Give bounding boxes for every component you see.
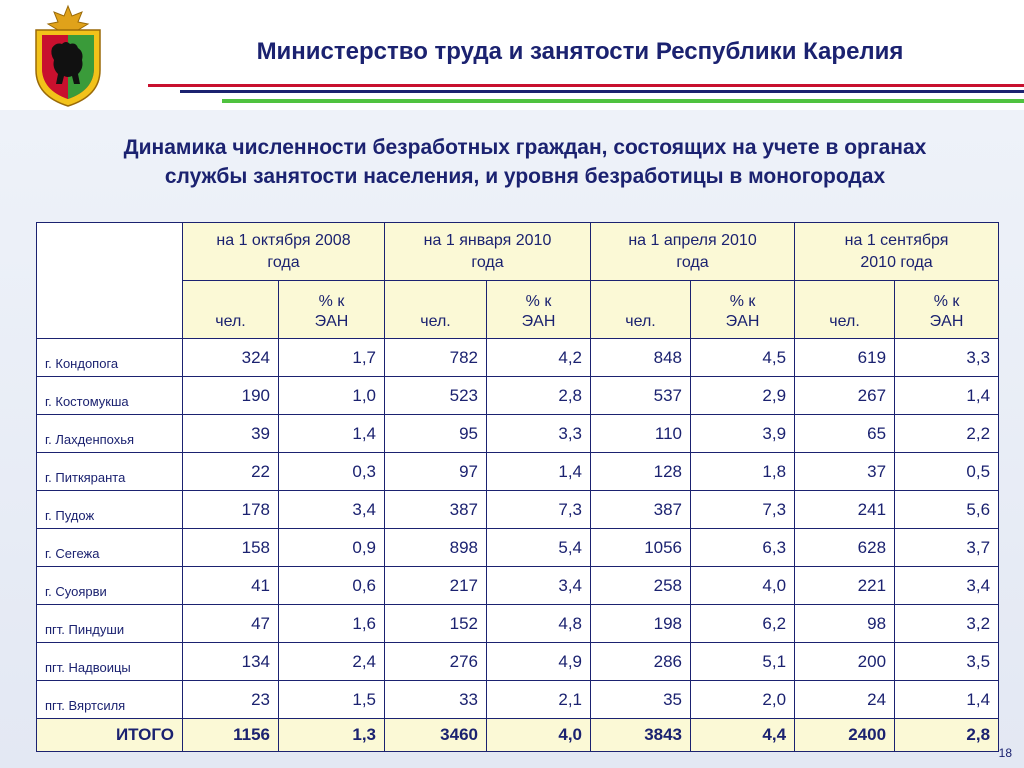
total-people-cell: 3460 bbox=[385, 719, 487, 752]
people-count-cell: 619 bbox=[795, 339, 895, 377]
people-count-cell: 190 bbox=[183, 377, 279, 415]
percent-cell: 1,4 bbox=[487, 453, 591, 491]
percent-cell: 0,6 bbox=[279, 567, 385, 605]
period-header: на 1 апреля 2010 года bbox=[591, 223, 795, 281]
karelia-emblem-icon bbox=[30, 4, 106, 108]
slide-title bbox=[40, 133, 1010, 191]
percent-cell: 1,5 bbox=[279, 681, 385, 719]
percent-cell: 0,3 bbox=[279, 453, 385, 491]
people-count-cell: 387 bbox=[591, 491, 691, 529]
table-row bbox=[37, 415, 999, 453]
subheader-people: чел. bbox=[795, 281, 895, 339]
people-count-cell: 217 bbox=[385, 567, 487, 605]
table-row bbox=[37, 453, 999, 491]
percent-cell: 4,9 bbox=[487, 643, 591, 681]
total-percent-cell: 4,4 bbox=[691, 719, 795, 752]
city-cell: пгт. Надвоицы bbox=[37, 643, 183, 681]
percent-cell: 2,2 bbox=[895, 415, 999, 453]
people-count-cell: 22 bbox=[183, 453, 279, 491]
percent-cell: 6,2 bbox=[691, 605, 795, 643]
percent-cell: 3,4 bbox=[279, 491, 385, 529]
total-people-cell: 1156 bbox=[183, 719, 279, 752]
subheader-people: чел. bbox=[385, 281, 487, 339]
percent-cell: 1,6 bbox=[279, 605, 385, 643]
percent-cell: 2,0 bbox=[691, 681, 795, 719]
table-row bbox=[37, 491, 999, 529]
period-header: на 1 сентября 2010 года bbox=[795, 223, 999, 281]
slide-title-line-2: службы занятости населения, и уровня безработицы в моногородах bbox=[164, 165, 886, 188]
subheader-percent: % к ЭАН bbox=[279, 281, 385, 339]
city-cell: г. Кондопога bbox=[37, 339, 183, 377]
percent-cell: 0,5 bbox=[895, 453, 999, 491]
people-count-cell: 158 bbox=[183, 529, 279, 567]
city-cell: пгт. Пиндуши bbox=[37, 605, 183, 643]
percent-cell: 1,7 bbox=[279, 339, 385, 377]
subheader-percent: % к ЭАН bbox=[895, 281, 999, 339]
ministry-title: Министерство труда и занятости Республики Карелия bbox=[256, 38, 904, 65]
subheader-percent: % к ЭАН bbox=[487, 281, 591, 339]
percent-cell: 3,4 bbox=[895, 567, 999, 605]
people-count-cell: 258 bbox=[591, 567, 691, 605]
subheader-people: чел. bbox=[183, 281, 279, 339]
people-count-cell: 33 bbox=[385, 681, 487, 719]
total-row bbox=[37, 719, 999, 752]
people-count-cell: 848 bbox=[591, 339, 691, 377]
table-row bbox=[37, 339, 999, 377]
people-count-cell: 276 bbox=[385, 643, 487, 681]
people-count-cell: 65 bbox=[795, 415, 895, 453]
slide-title-line-1: Динамика численности безработных граждан, состоящих на учете в органах bbox=[123, 136, 927, 159]
total-people-cell: 2400 bbox=[795, 719, 895, 752]
city-cell: г. Суоярви bbox=[37, 567, 183, 605]
percent-cell: 3,7 bbox=[895, 529, 999, 567]
people-count-cell: 286 bbox=[591, 643, 691, 681]
percent-cell: 0,9 bbox=[279, 529, 385, 567]
decor-line-red bbox=[148, 84, 1024, 87]
people-count-cell: 898 bbox=[385, 529, 487, 567]
percent-cell: 3,4 bbox=[487, 567, 591, 605]
city-cell: г. Костомукша bbox=[37, 377, 183, 415]
people-count-cell: 324 bbox=[183, 339, 279, 377]
people-count-cell: 628 bbox=[795, 529, 895, 567]
percent-cell: 1,4 bbox=[895, 681, 999, 719]
table-row bbox=[37, 377, 999, 415]
period-header: на 1 января 2010 года bbox=[385, 223, 591, 281]
people-count-cell: 267 bbox=[795, 377, 895, 415]
city-cell: г. Питкяранта bbox=[37, 453, 183, 491]
percent-cell: 2,4 bbox=[279, 643, 385, 681]
people-count-cell: 1056 bbox=[591, 529, 691, 567]
percent-cell: 4,5 bbox=[691, 339, 795, 377]
decor-line-navy bbox=[180, 90, 1024, 93]
percent-cell: 5,1 bbox=[691, 643, 795, 681]
percent-cell: 2,9 bbox=[691, 377, 795, 415]
subheader-people: чел. bbox=[591, 281, 691, 339]
decor-line-green bbox=[222, 99, 1024, 103]
city-cell: пгт. Вяртсиля bbox=[37, 681, 183, 719]
percent-cell: 1,4 bbox=[279, 415, 385, 453]
total-percent-cell: 2,8 bbox=[895, 719, 999, 752]
total-people-cell: 3843 bbox=[591, 719, 691, 752]
people-count-cell: 198 bbox=[591, 605, 691, 643]
people-count-cell: 241 bbox=[795, 491, 895, 529]
people-count-cell: 200 bbox=[795, 643, 895, 681]
people-count-cell: 39 bbox=[183, 415, 279, 453]
unemployment-table bbox=[36, 222, 999, 752]
percent-cell: 5,6 bbox=[895, 491, 999, 529]
people-count-cell: 24 bbox=[795, 681, 895, 719]
percent-cell: 3,9 bbox=[691, 415, 795, 453]
percent-cell: 6,3 bbox=[691, 529, 795, 567]
percent-cell: 5,4 bbox=[487, 529, 591, 567]
percent-cell: 2,8 bbox=[487, 377, 591, 415]
percent-cell: 3,3 bbox=[487, 415, 591, 453]
people-count-cell: 128 bbox=[591, 453, 691, 491]
people-count-cell: 47 bbox=[183, 605, 279, 643]
table-row bbox=[37, 681, 999, 719]
people-count-cell: 37 bbox=[795, 453, 895, 491]
percent-cell: 4,2 bbox=[487, 339, 591, 377]
percent-cell: 4,0 bbox=[691, 567, 795, 605]
people-count-cell: 537 bbox=[591, 377, 691, 415]
table-row bbox=[37, 567, 999, 605]
people-count-cell: 178 bbox=[183, 491, 279, 529]
people-count-cell: 23 bbox=[183, 681, 279, 719]
people-count-cell: 35 bbox=[591, 681, 691, 719]
percent-cell: 3,3 bbox=[895, 339, 999, 377]
people-count-cell: 523 bbox=[385, 377, 487, 415]
city-cell: г. Лахденпохья bbox=[37, 415, 183, 453]
percent-cell: 1,4 bbox=[895, 377, 999, 415]
period-header: на 1 октября 2008 года bbox=[183, 223, 385, 281]
people-count-cell: 97 bbox=[385, 453, 487, 491]
page-number: 18 bbox=[998, 746, 1012, 760]
people-count-cell: 110 bbox=[591, 415, 691, 453]
city-cell: г. Сегежа bbox=[37, 529, 183, 567]
city-cell: г. Пудож bbox=[37, 491, 183, 529]
percent-cell: 4,8 bbox=[487, 605, 591, 643]
table-row bbox=[37, 529, 999, 567]
subheader-percent: % к ЭАН bbox=[691, 281, 795, 339]
percent-cell: 1,8 bbox=[691, 453, 795, 491]
people-count-cell: 41 bbox=[183, 567, 279, 605]
people-count-cell: 98 bbox=[795, 605, 895, 643]
people-count-cell: 134 bbox=[183, 643, 279, 681]
percent-cell: 7,3 bbox=[487, 491, 591, 529]
total-label: ИТОГО bbox=[37, 719, 183, 752]
total-percent-cell: 1,3 bbox=[279, 719, 385, 752]
people-count-cell: 221 bbox=[795, 567, 895, 605]
header-corner-cell bbox=[37, 223, 183, 339]
people-count-cell: 387 bbox=[385, 491, 487, 529]
table-row bbox=[37, 643, 999, 681]
percent-cell: 3,2 bbox=[895, 605, 999, 643]
people-count-cell: 152 bbox=[385, 605, 487, 643]
people-count-cell: 95 bbox=[385, 415, 487, 453]
percent-cell: 7,3 bbox=[691, 491, 795, 529]
percent-cell: 3,5 bbox=[895, 643, 999, 681]
people-count-cell: 782 bbox=[385, 339, 487, 377]
table-row bbox=[37, 605, 999, 643]
percent-cell: 2,1 bbox=[487, 681, 591, 719]
percent-cell: 1,0 bbox=[279, 377, 385, 415]
total-percent-cell: 4,0 bbox=[487, 719, 591, 752]
